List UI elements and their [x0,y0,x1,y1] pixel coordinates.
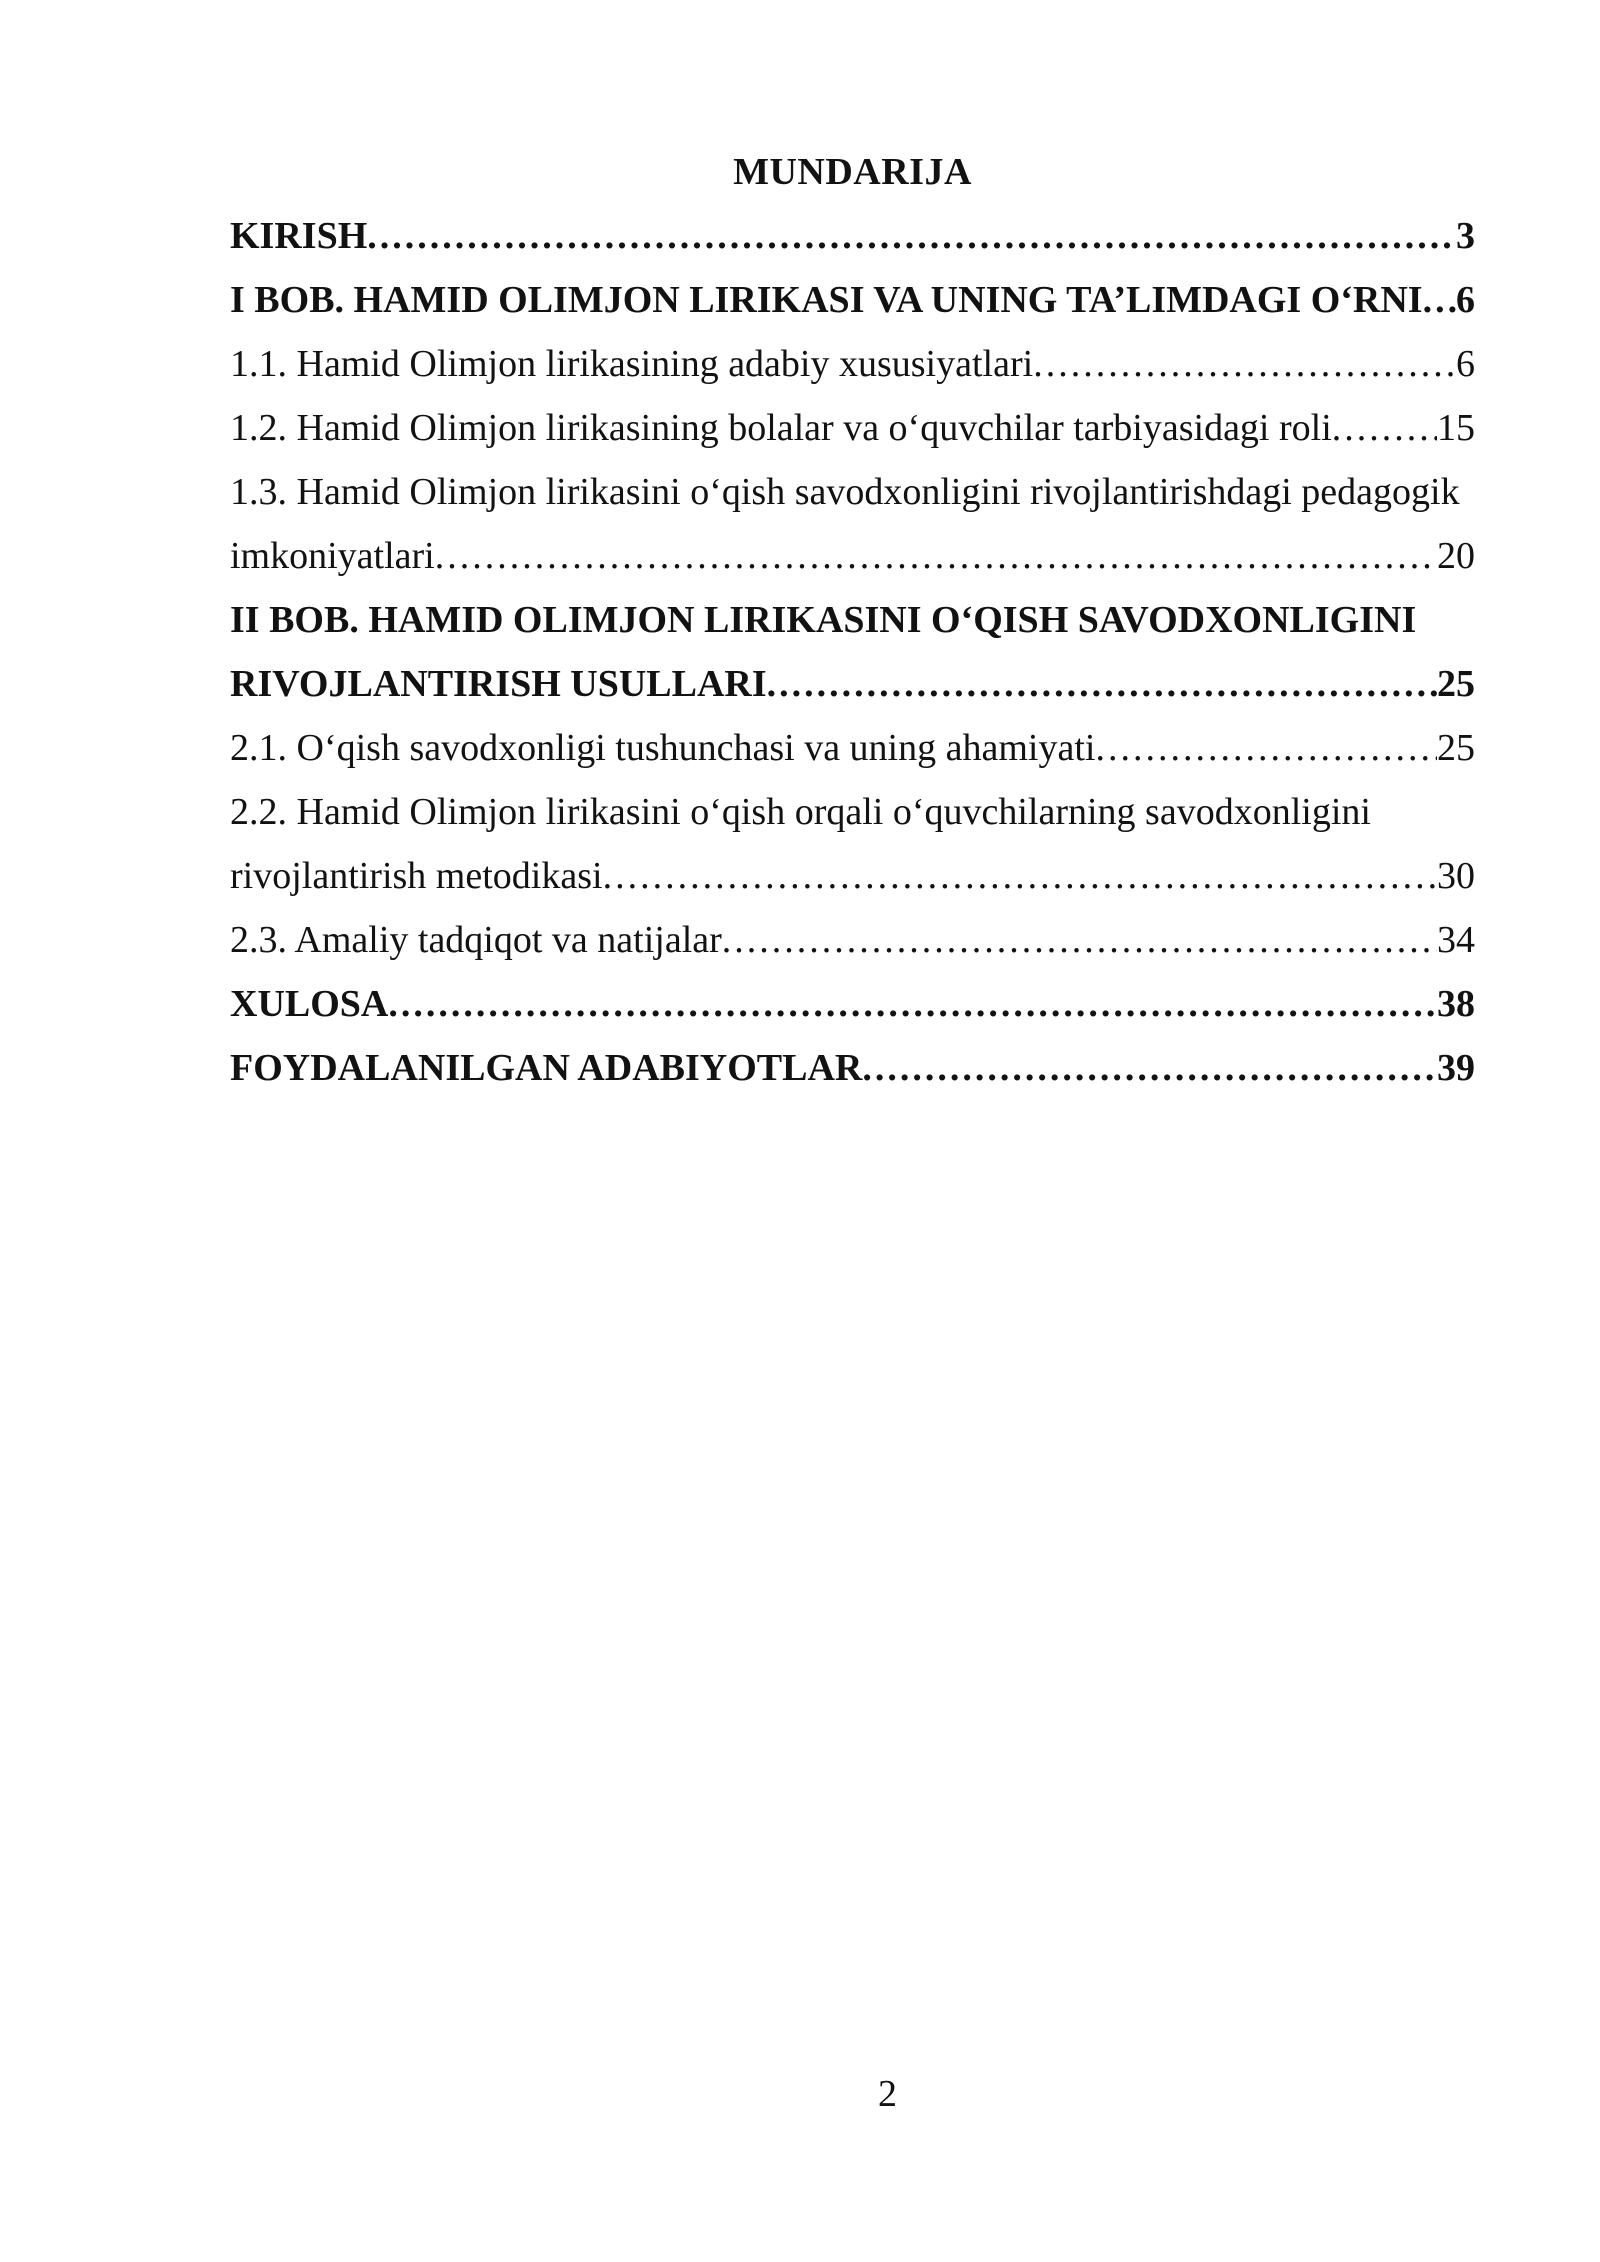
toc-dot-leader [862,1036,1437,1100]
toc-dot-leader [388,972,1437,1036]
toc-page-number: 39 [1437,1047,1475,1089]
toc-line [230,268,1475,332]
toc-dot-leader [603,844,1437,908]
toc-line [230,716,1475,780]
toc-page-number: 34 [1437,919,1475,961]
toc-dot-leader [1423,268,1456,332]
toc-line [230,1036,1475,1100]
toc-dot-leader [435,524,1437,588]
toc-page-number: 25 [1437,727,1475,769]
toc-page-number: 3 [1456,215,1475,257]
toc-page-number: 6 [1456,343,1475,385]
toc-entry-label: XULOSA [230,983,389,1025]
toc-entry-label: II BOB. HAMID OLIMJON LIRIKASINI O‘QISH SAVODXONLIGINI [230,599,1417,641]
toc-line [230,204,1475,268]
toc-entry-label: 2.2. Hamid Olimjon lirikasini o‘qish orqali o‘quvchilarning savodxonligini [230,791,1371,833]
toc-entry-label: I BOB. HAMID OLIMJON LIRIKASI VA UNING TA’LIMDAGI O‘RNI [230,279,1423,321]
toc-page-number: 25 [1437,663,1475,705]
toc-list [230,204,1475,1100]
toc-page-number: 6 [1456,279,1475,321]
toc-dot-leader [722,908,1437,972]
toc-line [230,524,1475,588]
toc-entry-label: imkoniyatlari [230,535,435,577]
toc-line [230,908,1475,972]
page-title: MUNDARIJA [733,151,972,193]
toc-line [230,972,1475,1036]
toc-dot-leader [767,652,1437,716]
toc-entry-label: 1.1. Hamid Olimjon lirikasining adabiy xususiyatlari [230,343,1034,385]
toc-dot-leader [1332,396,1437,460]
toc-line [230,652,1475,716]
toc-dot-leader [1033,332,1456,396]
toc-page-number: 30 [1437,855,1475,897]
toc-entry-label: rivojlantirish metodikasi [230,855,603,897]
toc-line [230,396,1475,460]
toc-line [230,780,1475,844]
toc-entry-label: 2.1. O‘qish savodxonligi tushunchasi va uning ahamiyati [230,727,1096,769]
toc-page-number: 20 [1437,535,1475,577]
toc-line [230,588,1475,652]
toc-entry-label: 2.3. Amaliy tadqiqot va natijalar [230,919,722,961]
toc-dot-leader [1095,716,1437,780]
toc-entry-label: 1.3. Hamid Olimjon lirikasini o‘qish savodxonligini rivojlantirishdagi pedagogik [230,471,1460,513]
toc-page-number: 38 [1437,983,1475,1025]
toc-line [230,844,1475,908]
toc-dot-leader [367,204,1456,268]
toc-entry-label: KIRISH [230,215,368,257]
toc-page-number: 15 [1437,407,1475,449]
toc-entry-label: RIVOJLANTIRISH USULLARI [230,663,767,705]
toc-line [230,332,1475,396]
footer-page-number: 2 [878,2073,897,2115]
toc-line [230,460,1475,524]
toc-entry-label: FOYDALANILGAN ADABIYOTLAR [230,1047,863,1089]
toc-entry-label: 1.2. Hamid Olimjon lirikasining bolalar va o‘quvchilar tarbiyasidagi roli [230,407,1332,449]
